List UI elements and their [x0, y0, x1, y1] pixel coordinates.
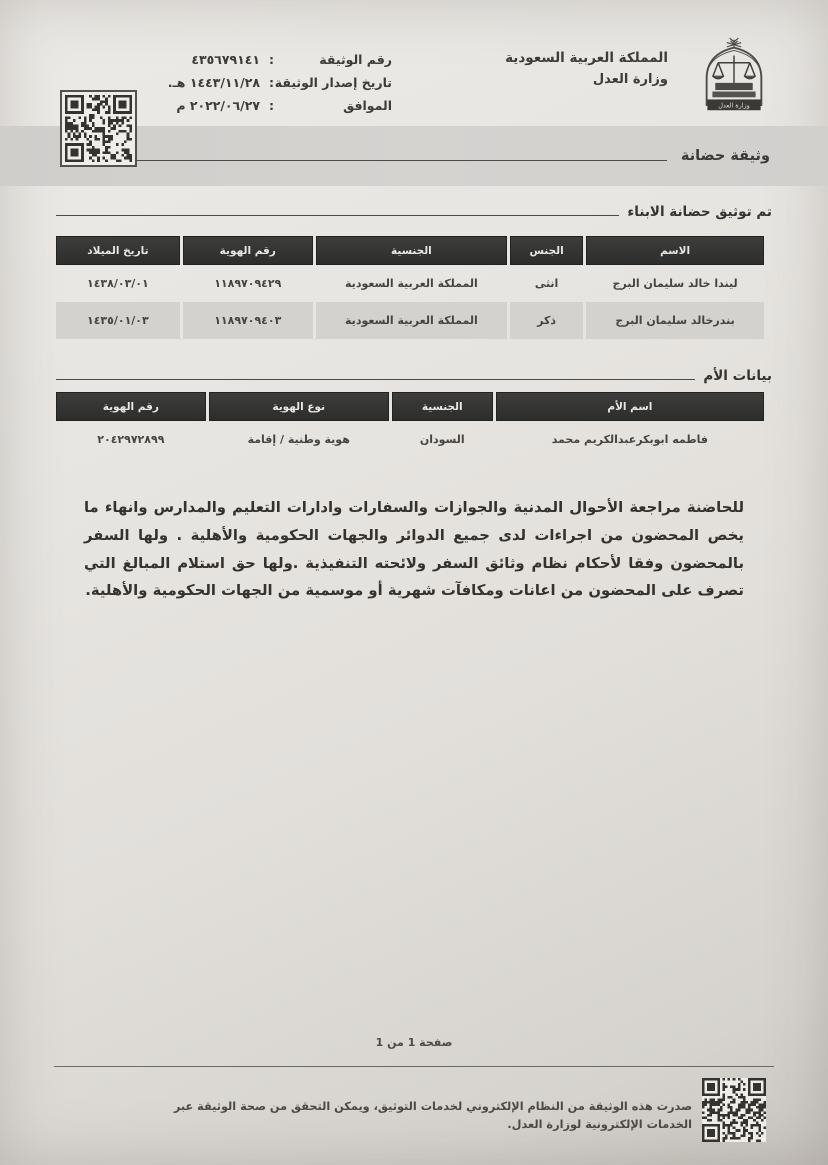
table-cell: ١١٨٩٧٠٩٤٢٩ — [214, 277, 282, 290]
document-qr-code-icon — [60, 90, 137, 167]
field-colon: : — [269, 98, 274, 113]
column-header: الاسم — [586, 236, 764, 265]
table-cell: فاطمه ابوبكرعبدالكريم محمد — [551, 433, 708, 446]
column-header: رقم الهوية — [183, 236, 313, 265]
column-header: الجنسية — [392, 392, 493, 421]
table-cell: هوية وطنية / إقامة — [247, 433, 350, 446]
ministry-header — [505, 50, 668, 87]
document-meta-field — [102, 75, 392, 90]
table-row — [56, 265, 764, 302]
field-colon: : — [269, 52, 274, 67]
table-cell: بندرخالد سليمان البرج — [586, 302, 764, 339]
page-number: صفحة 1 من 1 — [375, 1036, 453, 1049]
ministry-name: المملكة العربية السعودية — [505, 50, 668, 66]
table-cell: ١١٨٩٧٠٩٤٠٣ — [183, 302, 313, 339]
emblem-text: وزارة العدل — [718, 101, 750, 110]
table-cell: السودان — [419, 433, 465, 446]
mother-section-title: بيانات الأم — [703, 368, 772, 384]
table-cell: ١٤٣٨/٠٣/٠١ — [86, 277, 149, 290]
children-section-header — [56, 204, 772, 220]
footer-note: صدرت هذه الوثيقة من النظام الإلكتروني لخدمات التوثيق، ويمكن التحقق من صحة الوثيقة عبر الخدمات الإلكترونية لوزارة العدل. — [173, 1100, 692, 1132]
table-cell: ذكر — [510, 302, 583, 339]
mother-table — [56, 392, 764, 458]
table-row — [56, 302, 764, 339]
column-header: اسم الأم — [496, 392, 764, 421]
table-cell: ١٤٣٥/٠١/٠٣ — [56, 302, 180, 339]
table-cell: المملكة العربية السعودية — [316, 302, 507, 339]
table-cell: ٢٠٤٢٩٧٢٨٩٩ — [97, 433, 165, 446]
field-value: ٤٣٥٦٧٩١٤١ — [191, 52, 260, 67]
field-label: الموافق — [343, 98, 392, 113]
verification-qr-code-icon — [702, 1078, 766, 1142]
footer-divider — [54, 1066, 774, 1067]
column-header: نوع الهوية — [209, 392, 389, 421]
field-label: تاريخ إصدار الوثيقة — [274, 75, 392, 90]
children-table — [56, 236, 764, 339]
document-meta-fields — [102, 52, 392, 121]
section-rule — [56, 215, 619, 216]
document-title: وثيقة حضانة — [680, 148, 770, 164]
field-value: ٢٠٢٢/٠٦/٢٧ م — [176, 98, 260, 113]
column-header: الجنسية — [316, 236, 507, 265]
table-row — [56, 421, 764, 458]
custody-rights-paragraph: للحاضنة مراجعة الأحوال المدنية والجوازات والسفارات وادارات التعليم والمدارس وانهاء ما يخص المحضون من اجراءات لدى جميع الدوائر والجهات الحكومية والأهلية . ولها السفر بالمحضون وفقا لأحكام نظام وثائق السفر ولائحته التنفيذية .ولها حق استلام المبالغ التي تصرف على المحضون من اعانات ومكافآت شهرية أو موسمية من الجهات الحكومية والأهلية. — [84, 499, 744, 600]
table-header-row — [56, 392, 764, 421]
document-meta-field — [102, 52, 392, 67]
children-section-title: تم توثيق حضانة الابناء — [627, 204, 772, 220]
field-label: رقم الوثيقة — [319, 52, 392, 67]
field-value: ١٤٤٣/١١/٢٨ هـ. — [167, 75, 260, 90]
column-header: رقم الهوية — [56, 392, 206, 421]
mother-section-header — [56, 368, 772, 384]
table-cell: ليندا خالد سليمان البرج — [612, 277, 738, 290]
field-colon: : — [269, 75, 274, 90]
table-cell: انثى — [534, 277, 559, 290]
section-rule — [56, 379, 695, 380]
document-meta-field — [102, 98, 392, 113]
column-header: تاريخ الميلاد — [56, 236, 180, 265]
column-header: الجنس — [510, 236, 583, 265]
ministry-of-justice-emblem-icon — [698, 36, 770, 124]
title-underline — [90, 160, 667, 161]
table-cell: المملكة العربية السعودية — [345, 277, 478, 290]
table-header-row — [56, 236, 764, 265]
ministry-department: وزارة العدل — [592, 72, 668, 87]
